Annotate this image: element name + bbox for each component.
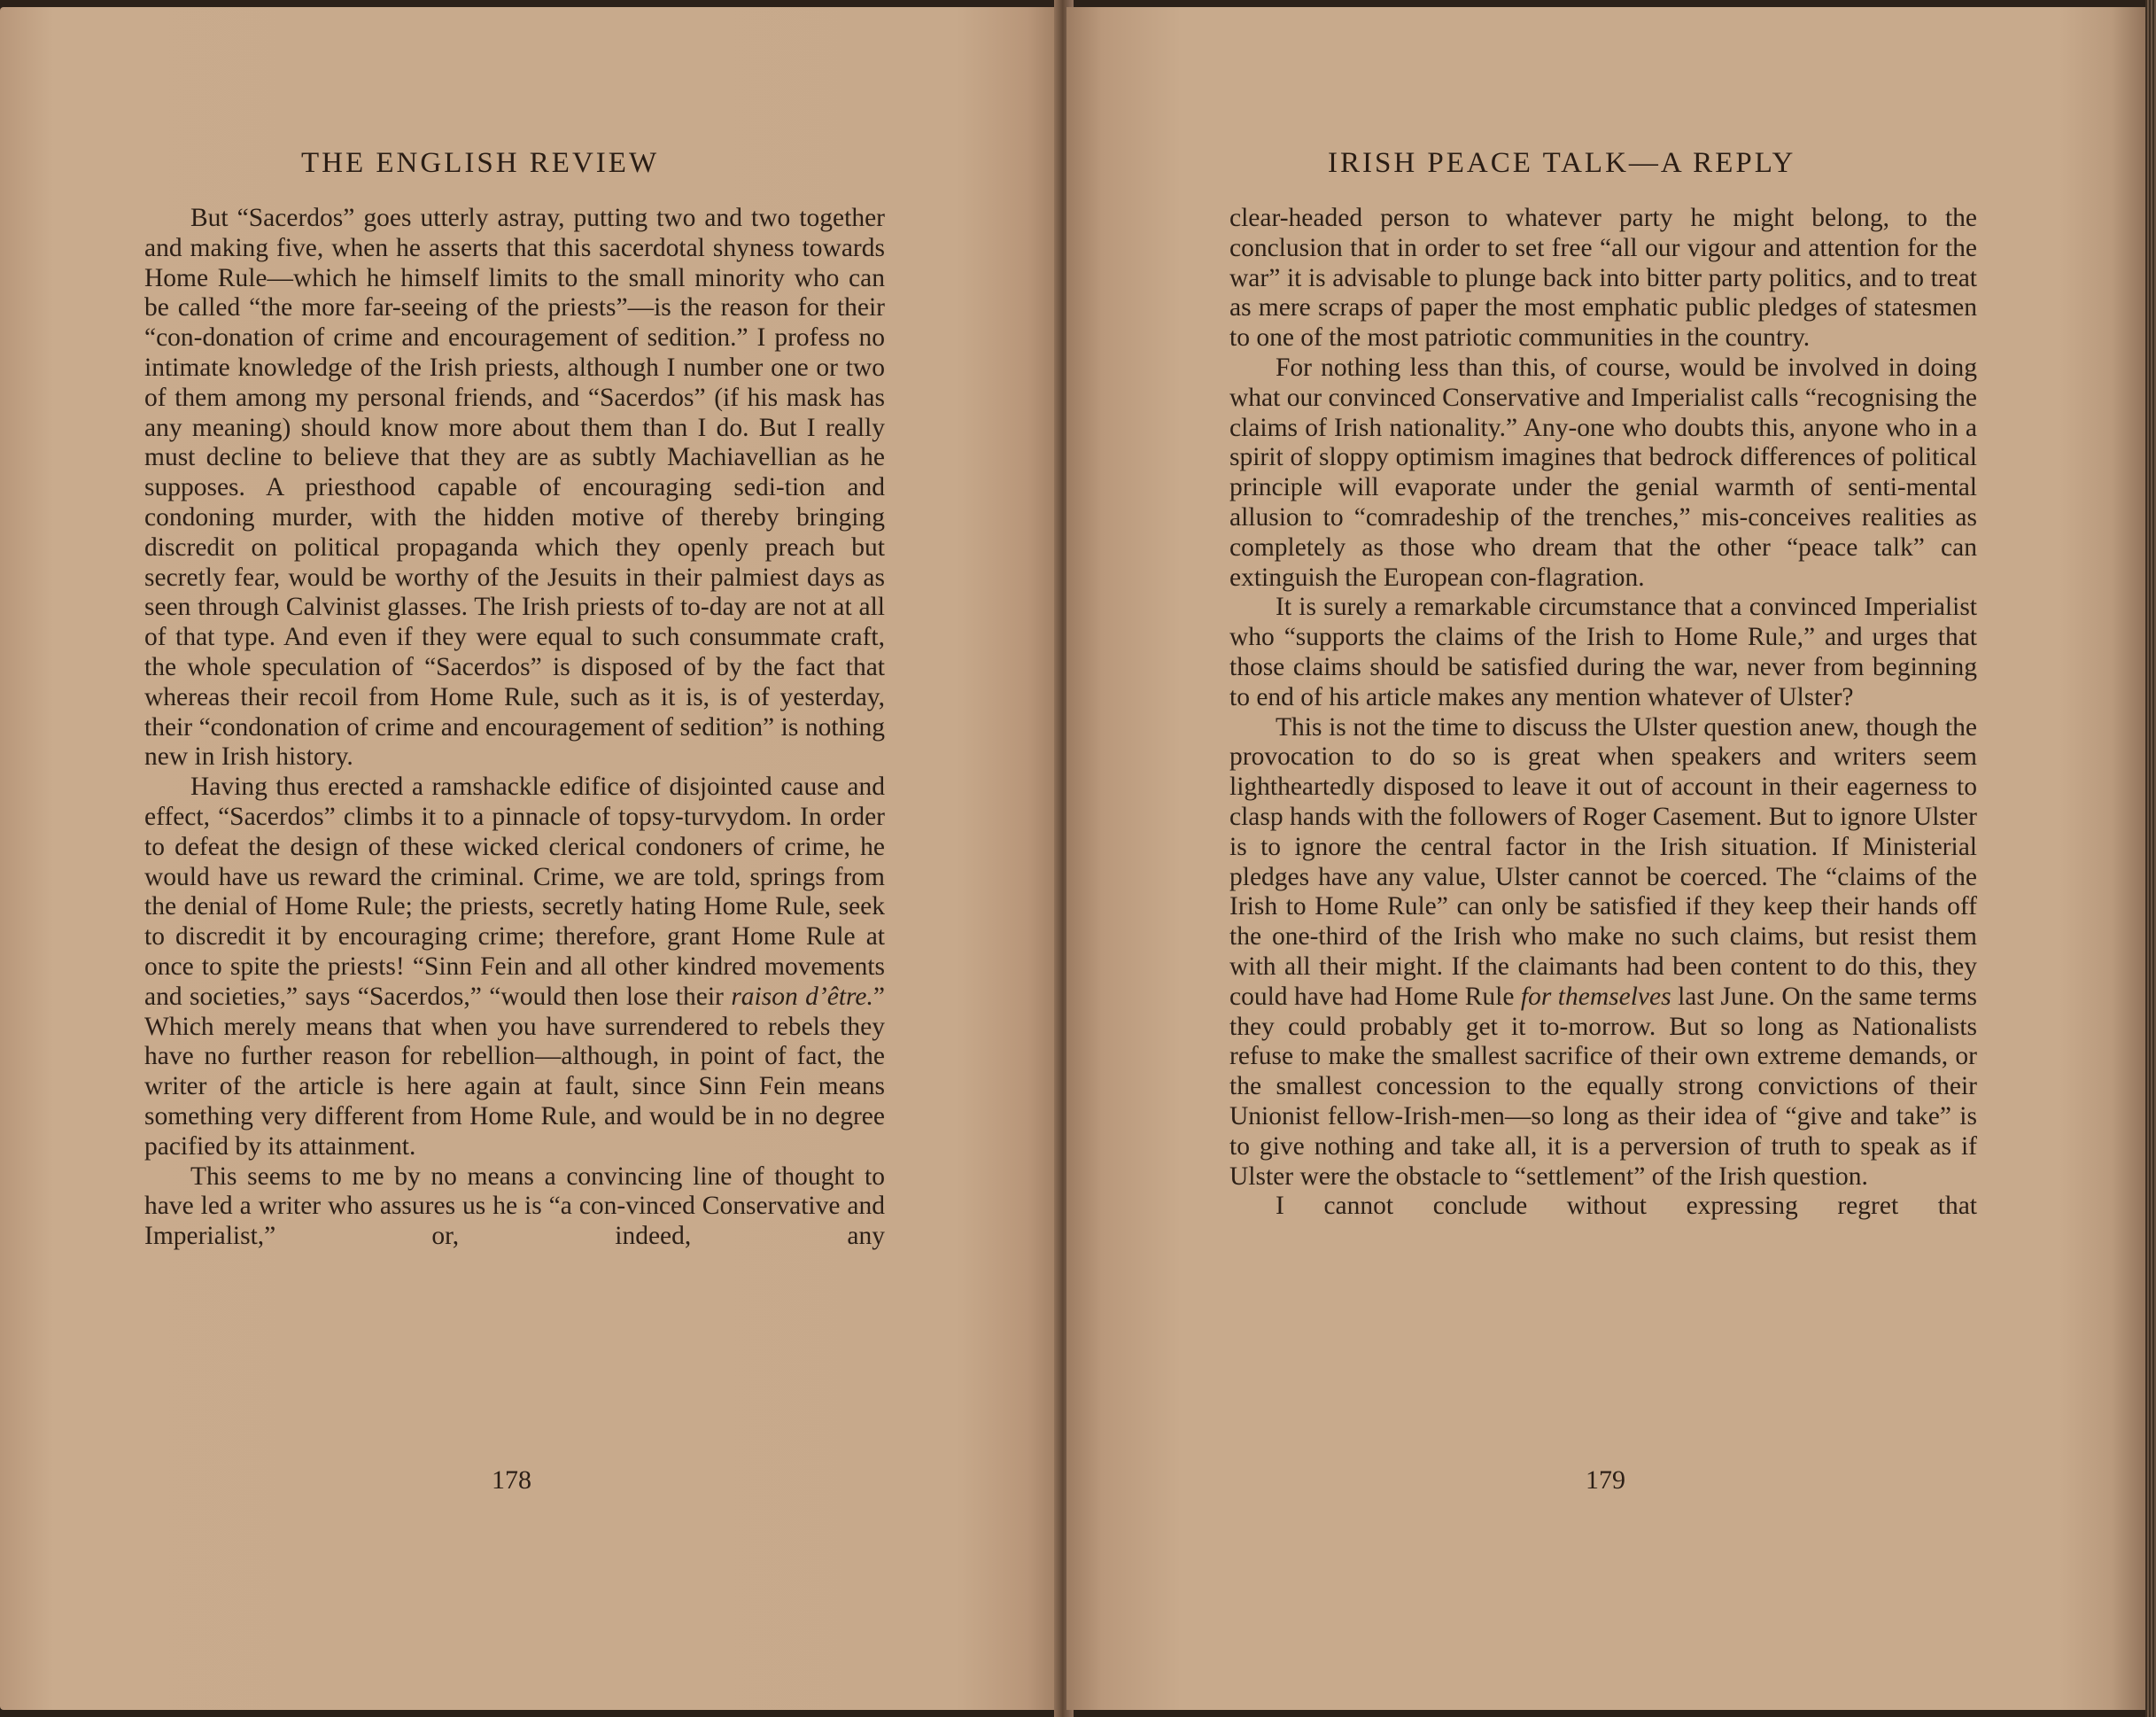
right-page-body <box>1229 204 1977 1222</box>
paragraph: It is surely a remarkable circumstance that a convinced Imperialist who “supports the claims of the Irish to Home Rule,” and urges that those claims should be satisfied during the war, never from beginning to end of his article makes any mention whatever of Ulster? <box>1229 593 1977 711</box>
page-number-right: 179 <box>1586 1465 1625 1495</box>
paragraph: But “Sacerdos” goes utterly astray, putting two and two together and making five, when he asserts that this sacerdotal shyness towards Home Rule—which he himself limits to the small minority who can be called “the more far-seeing of the priests”—is the reason for their “con-donation of crime and encouragement of sedition.” I profess no intimate knowledge of the Irish priests, although I number one or two of them among my personal friends, and “Sacerdos” (if his mask has any meaning) should know more about them than I do. But I really must decline to believe that they are as subtly Machiavellian as he supposes. A priesthood capable of encouraging sedi-tion and condoning murder, with the hidden motive of thereby bringing discredit on political propaganda which they openly preach but secretly fear, would be worthy of the Jesuits in their palmiest days as seen through Calvinist glasses. The Irish priests of to-day are not at all of that type. And even if they were equal to such consummate craft, the whole speculation of “Sacerdos” is disposed of by the fact that whereas their recoil from Home Rule, such as it is, is of yesterday, their “condonation of crime and encouragement of sedition” is nothing new in Irish history. <box>144 204 885 772</box>
paragraph <box>144 773 885 1162</box>
paragraph: clear-headed person to whatever party he might belong, to the conclusion that in order to set free “all our vigour and attention for the war” it is advisable to plunge back into bitter party politics, and to treat as mere scraps of paper the most emphatic public pledges of statesmen to one of the most patriotic communities in the country. <box>1229 204 1977 353</box>
right-page <box>1066 7 2149 1710</box>
paragraph-text: last June. On the same terms they could probably get it to-morrow. But so long as Nationalists refuse to make the smallest sacrifice of their own extreme demands, or the smallest concession to the equally strong convictions of their Unionist fellow-Irish-men—so long as their idea of “give and take” is to give nothing and take all, it is a perversion of truth to speak as if Ulster were the obstacle to “settlement” of the Irish question. <box>1229 982 1978 1191</box>
paragraph-text: ” Which merely means that when you have surrendered to rebels they have no further reason for rebellion—although, in point of fact, the writer of the article is here again at fault, since Sinn Fein means something very different from Home Rule, and would be in no degree pacified by its attainment. <box>144 982 885 1161</box>
italic-phrase: raison d’être. <box>731 982 873 1011</box>
paragraph <box>1229 713 1977 1193</box>
running-head-right: IRISH PEACE TALK—A REPLY <box>1328 147 1796 179</box>
page-edges <box>2145 0 2156 1717</box>
paragraph-text: Having thus erected a ramshackle edifice of disjointed cause and effect, “Sacerdos” climbs it to a pinnacle of topsy-turvydom. In order to defeat the design of these wicked clerical condoners of crime, he would have us reward the criminal. Crime, we are told, springs from the denial of Home Rule; the priests, secretly hating Home Rule, seek to discredit it by encouraging crime; therefore, grant Home Rule at once to spite the priests! “Sinn Fein and all other kindred movements and societies,” says “Sacerdos,” “would then lose their <box>144 773 885 1011</box>
paragraph: For nothing less than this, of course, would be involved in doing what our convinced Conservative and Imperialist calls “recognising the claims of Irish nationality.” Any-one who doubts this, anyone who in a spirit of sloppy optimism imagines that bedrock differences of political principle will evaporate under the genial warmth of senti-mental allusion to “comradeship of the trenches,” mis-conceives realities as completely as those who dream that the other “peace talk” can extinguish the European con-flagration. <box>1229 353 1977 592</box>
paragraph: I cannot conclude without expressing regret that <box>1276 1192 1977 1221</box>
running-head-left: THE ENGLISH REVIEW <box>301 147 660 179</box>
page-number-left: 178 <box>492 1465 531 1495</box>
paragraph-text: This is not the time to discuss the Ulster question anew, though the provocation to do so is great when speakers and writers seem lightheartedly disposed to leave it out of account in their eagerness to clasp hands with the followers of Roger Casement. But to ignore Ulster is to ignore the central factor in the Irish situation. If Ministerial pledges have any value, Ulster cannot be coerced. The “claims of the Irish to Home Rule” can only be satisfied if they keep their hands off the one-third of the Irish who make no such claims, but resist them with all their might. If the claimants had been content to do this, they could have had Home Rule <box>1229 712 1977 1011</box>
left-page-body <box>144 204 885 1252</box>
paragraph: This seems to me by no means a convincing line of thought to have led a writer who assures us he is “a con-vinced Conservative and Imperialist,” or, indeed, any <box>144 1162 885 1251</box>
italic-phrase: for themselves <box>1520 982 1671 1011</box>
left-page <box>0 7 1059 1710</box>
